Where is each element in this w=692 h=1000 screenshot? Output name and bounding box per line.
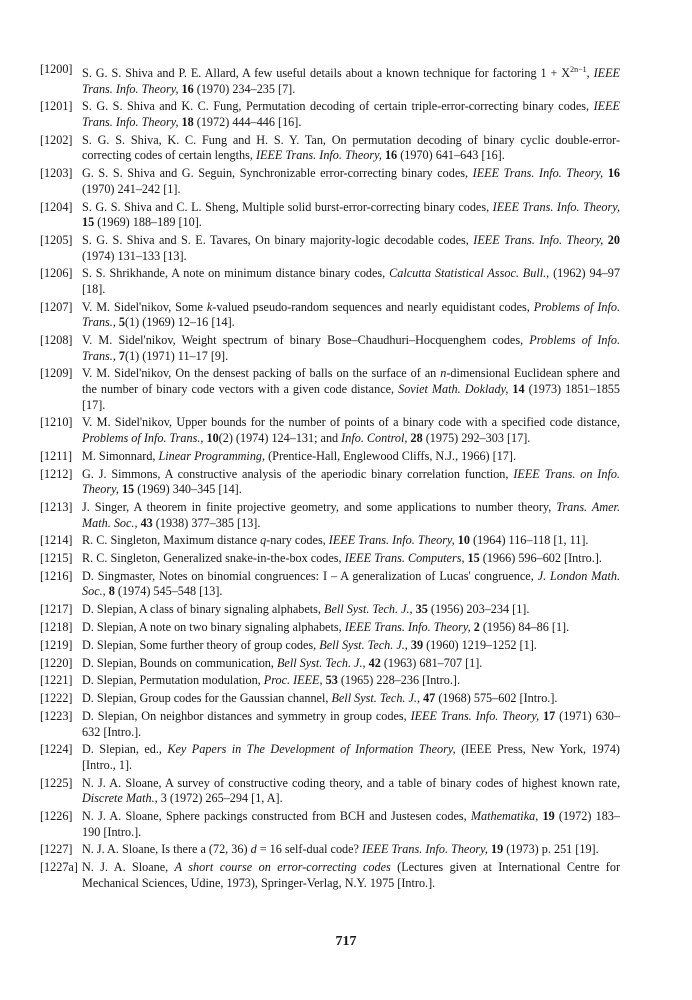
text-segment: J. Singer, A theorem in finite projective geometry, and some applications to number theory,: [82, 499, 557, 514]
reference-entry: [40, 620, 620, 636]
text-segment: G. J. Simmons, A constructive analysis of the aperiodic binary correlation function,: [82, 466, 514, 481]
italic-text: IEEE Trans. Info. Theory,: [82, 99, 620, 130]
volume-number: 53: [325, 673, 338, 688]
volume-number: 17: [543, 708, 556, 723]
reference-entry: [40, 449, 620, 465]
reference-text: [82, 569, 620, 600]
text-segment: R. C. Singleton, Generalized snake-in-the-box codes,: [82, 551, 345, 566]
volume-number: 28: [410, 431, 423, 445]
text-segment: R. C. Singleton, Maximum distance: [82, 533, 261, 548]
reference-entry: [40, 533, 620, 549]
text-segment: M. Simonnard,: [82, 448, 159, 463]
reference-entry: [40, 166, 620, 197]
volume-number: 43: [140, 515, 153, 530]
reference-text: [82, 366, 620, 413]
volume-number: 16: [384, 148, 398, 163]
text-segment: (IEEE Press, New York, 1974) [Intro., 1].: [82, 742, 620, 772]
reference-number: [1215]: [40, 551, 73, 566]
text-segment: V. M. Sidel'nikov, Upper bounds for the number of points of a binary code with a specified code distance,: [82, 415, 620, 430]
volume-number: 14: [512, 382, 525, 397]
text-segment: ,: [586, 66, 594, 81]
volume-number: 8: [108, 584, 115, 599]
italic-text: n: [440, 366, 447, 381]
reference-entry: [40, 333, 620, 364]
reference-list: [40, 62, 620, 894]
reference-text: [82, 860, 620, 891]
italic-text: IEEE Trans. Info. Theory,: [473, 232, 604, 247]
text-segment: (1960) 1219–1252 [1].: [423, 637, 537, 652]
italic-text: Linear Programming,: [158, 448, 266, 463]
reference-text: [82, 638, 620, 654]
text-segment: -nary codes,: [266, 533, 329, 548]
reference-number: [1225]: [40, 775, 73, 790]
reference-entry: [40, 133, 620, 164]
reference-entry: [40, 673, 620, 689]
text-segment: (1968) 575–602 [Intro.].: [435, 691, 558, 706]
text-segment: (1970) 241–242 [1].: [82, 181, 181, 196]
reference-number: [1222]: [40, 691, 73, 706]
text-segment: D. Slepian, Permutation modulation,: [82, 673, 264, 688]
reference-entry: [40, 709, 620, 740]
reference-number: [1200]: [40, 62, 73, 76]
italic-text: IEEE Trans. Info. Theory,: [328, 533, 455, 548]
text-segment: (1969) 188–189 [10].: [94, 215, 202, 230]
volume-number: 19: [542, 809, 555, 824]
reference-number: [1227]: [40, 842, 73, 857]
text-segment: V. M. Sidel'nikov, Some: [82, 299, 207, 314]
italic-text: IEEE Trans. Info. Theory,: [472, 166, 604, 181]
reference-number: [1214]: [40, 533, 73, 548]
text-segment: V. M. Sidel'nikov, On the densest packing of balls on the surface of an: [82, 366, 441, 381]
text-segment: S. G. S. Shiva and S. E. Tavares, On binary majority-logic decodable codes,: [82, 232, 474, 247]
italic-text: Bell Syst. Tech. J.,: [324, 602, 413, 617]
reference-text: [82, 500, 620, 531]
reference-entry: [40, 266, 620, 297]
volume-number: 15: [121, 482, 135, 497]
reference-text: [82, 133, 620, 164]
reference-entry: [40, 300, 620, 331]
italic-text: Key Papers in The Development of Information Theory,: [167, 742, 456, 757]
text-segment: D. Slepian, On neighbor distances and symmetry in group codes,: [82, 708, 411, 723]
text-segment: N. J. A. Sloane, A survey of constructive coding theory, and a table of binary codes of highest known rate,: [82, 775, 620, 790]
text-segment: (Prentice-Hall, Englewood Cliffs, N.J., 1966) [17].: [265, 448, 516, 463]
text-segment: -valued pseudo-random sequences and nearly equidistant codes,: [212, 299, 534, 314]
text-segment: (Lectures given at International Centre for Mechanical Sciences, Udine, 1973), Springer-Verlag, N.Y. 1975 [Intro.].: [82, 860, 621, 890]
reference-entry: [40, 551, 620, 567]
italic-text: IEEE Trans. Info. Theory,: [344, 620, 471, 635]
reference-text: [82, 300, 620, 331]
text-segment: N. J. A. Sloane, Is there a (72, 36): [82, 842, 251, 857]
italic-text: Problems of Info. Trans.,: [82, 431, 204, 445]
volume-number: 19: [491, 842, 504, 857]
italic-text: Discrete Math.,: [82, 791, 158, 806]
reference-number: [1224]: [40, 742, 73, 757]
reference-entry: [40, 691, 620, 707]
text-segment: S. G. S. Shiva and C. L. Sheng, Multiple solid burst-error-correcting binary codes,: [82, 199, 493, 214]
italic-text: d: [250, 842, 257, 857]
text-segment: N. J. A. Sloane, Sphere packings constructed from BCH and Justesen codes,: [82, 809, 471, 824]
reference-text: [82, 809, 620, 840]
reference-number: [1223]: [40, 708, 73, 723]
text-segment: (1970) 641–643 [16].: [397, 148, 505, 163]
volume-number: 18: [181, 115, 194, 130]
volume-number: 35: [415, 602, 428, 617]
reference-number: [1212]: [40, 466, 73, 481]
reference-number: [1205]: [40, 232, 73, 247]
text-segment: (1966) 596–602 [Intro.].: [479, 551, 602, 566]
reference-entry: [40, 467, 620, 498]
reference-entry: [40, 500, 620, 531]
italic-text: J. London Math. Soc.,: [82, 568, 620, 599]
reference-entry: [40, 415, 620, 446]
reference-text: [82, 551, 620, 567]
volume-number: 2: [473, 620, 480, 635]
italic-text: IEEE Trans. Computers,: [344, 551, 465, 566]
reference-number: [1202]: [40, 132, 73, 147]
text-segment: D. Slepian, ed.,: [82, 742, 168, 757]
volume-number: 20: [607, 232, 620, 247]
text-segment: (1938) 377–385 [13].: [152, 515, 261, 530]
italic-text: Problems of Info. Trans.,: [82, 299, 620, 330]
text-segment: (1973) 1851–1855 [17].: [82, 382, 620, 412]
text-segment: (1970) 234–235 [7].: [193, 81, 296, 96]
italic-text: Calcutta Statistical Assoc. Bull.,: [389, 266, 550, 281]
reference-entry: [40, 62, 620, 97]
text-segment: (2) (1974) 124–131; and: [218, 431, 342, 445]
text-segment: (1974) 545–548 [13].: [114, 584, 223, 599]
volume-number: 42: [368, 655, 381, 670]
reference-entry: [40, 366, 620, 413]
reference-number: [1219]: [40, 637, 73, 652]
volume-number: 5: [118, 315, 126, 330]
text-segment: D. Slepian, Some further theory of group codes,: [82, 637, 320, 652]
reference-entry: [40, 99, 620, 130]
italic-text: q: [260, 533, 267, 548]
italic-text: IEEE Trans. Info. Theory,: [362, 842, 488, 857]
text-segment: (1975) 292–303 [17].: [422, 431, 531, 445]
reference-text: [82, 776, 620, 807]
reference-text: [82, 709, 620, 740]
text-segment: (1972) 444–446 [16].: [193, 115, 302, 130]
text-segment: S. G. S. Shiva and K. C. Fung, Permutation decoding of certain triple-error-correcting binary codes,: [82, 99, 594, 114]
reference-number: [1226]: [40, 809, 73, 824]
volume-number: 47: [423, 691, 436, 706]
reference-number: [1208]: [40, 333, 73, 348]
text-segment: (1973) p. 251 [19].: [503, 842, 599, 857]
volume-number: 15: [467, 551, 480, 566]
reference-number: [1217]: [40, 602, 73, 617]
reference-text: [82, 166, 620, 197]
italic-text: Proc. IEEE,: [263, 673, 323, 688]
reference-text: [82, 333, 620, 364]
text-segment: (1972) 183–190 [Intro.].: [82, 809, 620, 839]
text-segment: D. Singmaster, Notes on binomial congruences: I – A generalization of Lucas' congruence,: [82, 568, 538, 583]
italic-text: Mathematika,: [470, 809, 539, 824]
reference-number: [1211]: [40, 448, 73, 463]
italic-text: Problems of Info. Trans.,: [82, 333, 620, 363]
italic-text: A short course on error-correcting codes: [174, 860, 391, 875]
text-segment: D. Slepian, Bounds on communication,: [82, 655, 277, 670]
text-segment: (1) (1969) 12–16 [14].: [125, 315, 235, 330]
text-segment: (1956) 203–234 [1].: [427, 602, 530, 617]
text-segment: (1962) 94–97 [18].: [82, 266, 620, 296]
reference-number: [1216]: [40, 568, 73, 583]
italic-text: Bell Syst. Tech. J.,: [331, 691, 421, 706]
reference-entry: [40, 602, 620, 618]
reference-number: [1201]: [40, 99, 73, 114]
reference-number: [1218]: [40, 620, 73, 635]
superscript: 2n−1: [570, 65, 587, 74]
text-segment: V. M. Sidel'nikov, Weight spectrum of binary Bose–Chaudhuri–Hocquenghem codes,: [82, 333, 530, 348]
text-segment: 3 (1972) 265–294 [1, A].: [157, 791, 283, 806]
text-segment: S. G. S. Shiva and P. E. Allard, A few useful details about a known technique for factoring 1 + X: [82, 66, 571, 81]
text-segment: D. Slepian, Group codes for the Gaussian channel,: [82, 691, 332, 706]
text-segment: S. S. Shrikhande, A note on minimum distance binary codes,: [82, 266, 390, 281]
page-number: 717: [335, 934, 357, 949]
italic-text: k: [206, 299, 213, 314]
reference-entry: [40, 569, 620, 600]
text-segment: = 16 self-dual code?: [256, 842, 363, 857]
reference-text: [82, 99, 620, 130]
reference-number: [1221]: [40, 673, 73, 688]
italic-text: IEEE Trans. Info. Theory,: [410, 708, 540, 723]
text-segment: -dimensional Euclidean sphere and the number of binary code vectors with a given code distance,: [82, 366, 620, 397]
text-segment: (1969) 340–345 [14].: [134, 482, 242, 497]
volume-number: 7: [118, 348, 126, 363]
volume-number: 10: [457, 533, 470, 548]
reference-number: [1206]: [40, 266, 73, 281]
reference-text: [82, 602, 620, 618]
text-segment: (1963) 681–707 [1].: [380, 655, 483, 670]
reference-entry: [40, 809, 620, 840]
italic-text: Bell Syst. Tech. J.,: [319, 637, 408, 652]
reference-text: [82, 449, 620, 465]
reference-entry: [40, 776, 620, 807]
italic-text: Soviet Math. Doklady,: [398, 382, 509, 397]
reference-text: [82, 200, 620, 231]
text-segment: (1956) 84–86 [1].: [479, 620, 570, 635]
reference-text: [82, 842, 620, 858]
reference-number: [1204]: [40, 199, 73, 214]
volume-number: 15: [82, 215, 95, 230]
italic-text: IEEE Trans. Info. Theory,: [82, 66, 620, 96]
text-segment: (1964) 116–118 [1, 11].: [469, 533, 589, 548]
reference-entry: [40, 742, 620, 773]
text-segment: D. Slepian, A note on two binary signaling alphabets,: [82, 620, 345, 635]
volume-number: 39: [410, 637, 424, 652]
reference-text: [82, 691, 620, 707]
italic-text: IEEE Trans. Info. Theory,: [492, 199, 620, 214]
reference-number: [1203]: [40, 166, 73, 181]
reference-text: [82, 620, 620, 636]
reference-text: [82, 467, 620, 498]
text-segment: D. Slepian, A class of binary signaling alphabets,: [82, 602, 325, 617]
reference-text: [82, 266, 620, 297]
italic-text: Info. Control,: [341, 431, 408, 445]
italic-text: IEEE Trans. on Info. Theory,: [82, 466, 620, 497]
volume-number: 16: [607, 166, 620, 181]
reference-text: [82, 233, 620, 264]
reference-text: [82, 742, 620, 773]
reference-text: [82, 656, 620, 672]
reference-number: [1220]: [40, 655, 73, 670]
reference-entry: [40, 860, 620, 891]
reference-entry: [40, 656, 620, 672]
reference-number: [1209]: [40, 366, 73, 381]
reference-entry: [40, 842, 620, 858]
italic-text: IEEE Trans. Info. Theory,: [255, 148, 382, 163]
text-segment: (1) (1971) 11–17 [9].: [125, 348, 229, 363]
text-segment: (1965) 228–236 [Intro.].: [337, 673, 460, 688]
text-segment: (1971) 630–632 [Intro.].: [82, 708, 620, 739]
reference-text: [82, 415, 620, 446]
reference-text: [82, 533, 620, 549]
text-segment: S. G. S. Shiva, K. C. Fung and H. S. Y. Tan, On permutation decoding of binary cyclic double-error-correcting codes of certain lengths,: [82, 132, 620, 163]
reference-text: [82, 62, 620, 97]
reference-entry: [40, 638, 620, 654]
text-segment: G. S. S. Shiva and G. Seguin, Synchronizable error-correcting binary codes,: [82, 166, 473, 181]
reference-entry: [40, 200, 620, 231]
reference-number: [1227a]: [40, 860, 78, 875]
reference-number: [1210]: [40, 415, 73, 430]
volume-number: 16: [181, 81, 194, 96]
reference-entry: [40, 233, 620, 264]
reference-number: [1213]: [40, 499, 73, 514]
text-segment: N. J. A. Sloane,: [82, 860, 175, 875]
reference-number: [1207]: [40, 299, 73, 314]
italic-text: Trans. Amer. Math. Soc.,: [82, 499, 620, 530]
volume-number: 10: [206, 431, 219, 445]
text-segment: (1974) 131–133 [13].: [82, 248, 187, 263]
italic-text: Bell Syst. Tech. J.,: [276, 655, 366, 670]
reference-text: [82, 673, 620, 689]
